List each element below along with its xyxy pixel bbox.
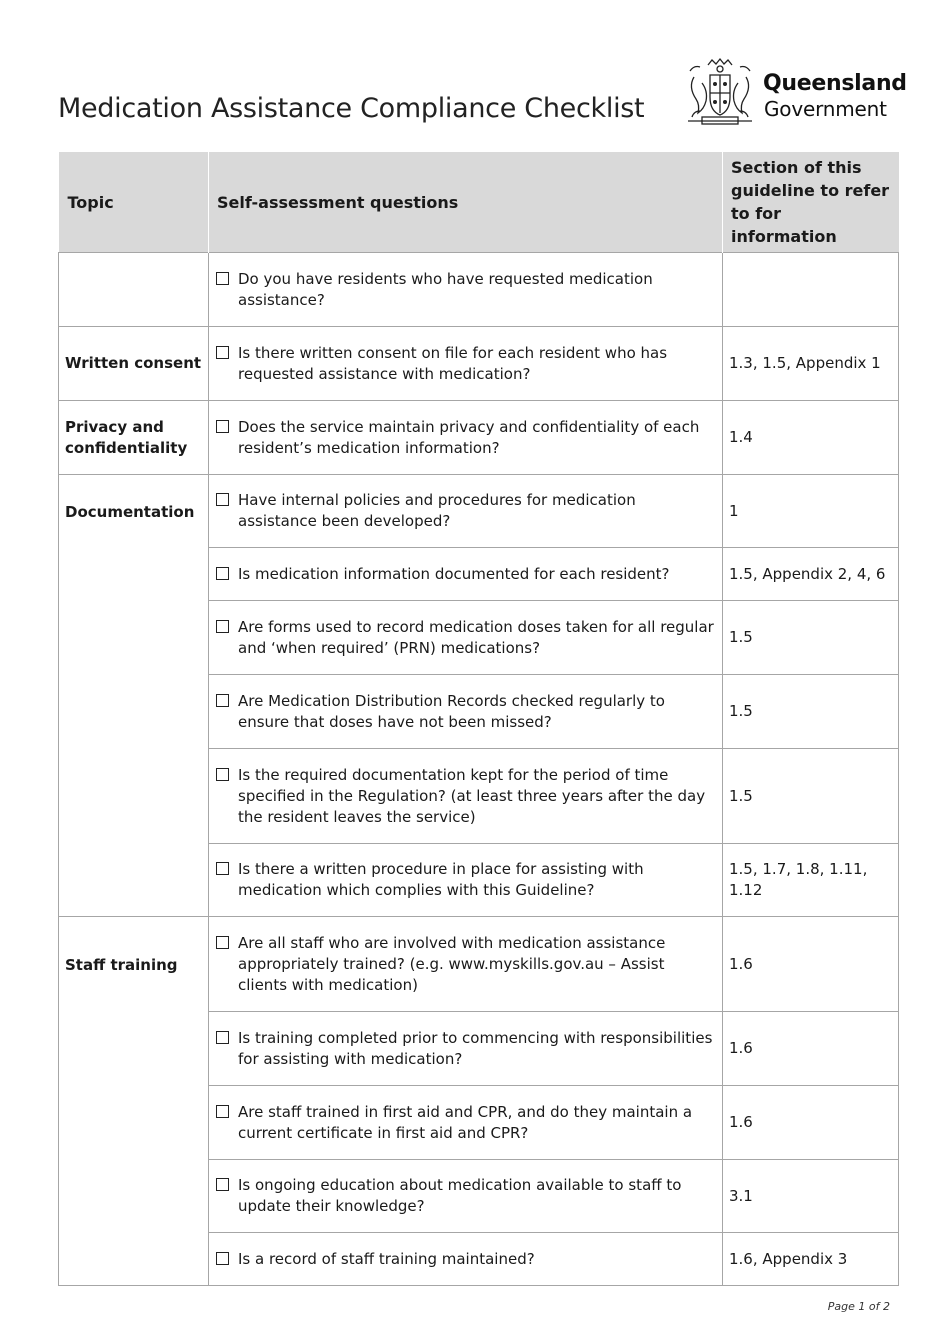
question-cell bbox=[209, 601, 723, 675]
question-cell bbox=[209, 1086, 723, 1160]
question-cell bbox=[209, 548, 723, 601]
topic-cell bbox=[59, 401, 209, 475]
question-cell bbox=[209, 917, 723, 1012]
table-row bbox=[59, 401, 899, 475]
question-text: Have internal policies and procedures for medication assistance been developed? bbox=[238, 491, 636, 530]
section-cell: 1 bbox=[723, 475, 899, 548]
question-text: Does the service maintain privacy and confidentiality of each resident’s medication information? bbox=[238, 417, 700, 457]
table-row bbox=[59, 917, 899, 1012]
section-cell: 1.5 bbox=[723, 675, 899, 749]
checkbox[interactable] bbox=[216, 620, 229, 633]
table-row bbox=[59, 327, 899, 401]
question-text: Are forms used to record medication doses taken for all regular and ‘when required’ (PRN) medications? bbox=[238, 617, 714, 657]
question-cell bbox=[209, 675, 723, 749]
section-cell: 1.4 bbox=[723, 401, 899, 475]
checkbox[interactable] bbox=[216, 1252, 229, 1265]
checkbox[interactable] bbox=[216, 936, 229, 949]
logo-text-government: Government bbox=[764, 97, 887, 121]
topic-cell bbox=[59, 327, 209, 401]
table-row bbox=[59, 253, 899, 327]
queensland-government-logo bbox=[684, 57, 907, 129]
checkbox[interactable] bbox=[216, 346, 229, 359]
compliance-checklist-table bbox=[58, 152, 899, 1286]
checkbox[interactable] bbox=[216, 272, 229, 285]
header-topic: Topic bbox=[59, 152, 209, 253]
topic-cell bbox=[59, 475, 209, 917]
question-text: Are all staff who are involved with medication assistance appropriately trained? (e.g. www.myskills.gov.au – Assist clients with medication) bbox=[238, 933, 666, 994]
question-cell bbox=[209, 1012, 723, 1086]
section-cell: 1.5, 1.7, 1.8, 1.11, 1.12 bbox=[723, 844, 899, 917]
section-cell: 1.5 bbox=[723, 601, 899, 675]
checkbox[interactable] bbox=[216, 493, 229, 506]
section-cell: 1.5, Appendix 2, 4, 6 bbox=[723, 548, 899, 601]
checkbox[interactable] bbox=[216, 1105, 229, 1118]
topic-written-consent: Written consent bbox=[65, 354, 202, 372]
question-text: Are staff trained in first aid and CPR, and do they maintain a current certificate in first aid and CPR? bbox=[238, 1102, 693, 1142]
question-text: Is the required documentation kept for the period of time specified in the Regulation? (at least three years after the day the resident leaves the service) bbox=[238, 765, 706, 826]
question-cell bbox=[209, 253, 723, 327]
queensland-coat-of-arms-icon bbox=[684, 57, 756, 129]
question-cell bbox=[209, 749, 723, 844]
checkbox[interactable] bbox=[216, 862, 229, 875]
checkbox[interactable] bbox=[216, 768, 229, 781]
section-cell: 1.6 bbox=[723, 917, 899, 1012]
topic-staff-training: Staff training bbox=[65, 956, 178, 974]
document-title: Medication Assistance Compliance Checklist bbox=[58, 93, 645, 124]
question-cell bbox=[209, 327, 723, 401]
question-text: Is there a written procedure in place for assisting with medication which complies with this Guideline? bbox=[238, 860, 644, 899]
topic-cell bbox=[59, 917, 209, 1286]
question-cell bbox=[209, 475, 723, 548]
topic-cell bbox=[59, 253, 209, 327]
question-cell bbox=[209, 1160, 723, 1233]
question-text: Is a record of staff training maintained? bbox=[238, 1249, 535, 1268]
section-cell: 1.6, Appendix 3 bbox=[723, 1233, 899, 1286]
table-row bbox=[59, 475, 899, 548]
question-text: Is there written consent on file for each resident who has requested assistance with medication? bbox=[238, 343, 668, 383]
checkbox[interactable] bbox=[216, 420, 229, 433]
section-cell: 1.6 bbox=[723, 1012, 899, 1086]
checkbox[interactable] bbox=[216, 1178, 229, 1191]
question-text: Is ongoing education about medication available to staff to update their knowledge? bbox=[238, 1176, 682, 1215]
question-cell bbox=[209, 1233, 723, 1286]
section-cell: 3.1 bbox=[723, 1160, 899, 1233]
section-cell bbox=[723, 253, 899, 327]
question-cell bbox=[209, 844, 723, 917]
section-cell: 1.5 bbox=[723, 749, 899, 844]
question-text: Is training completed prior to commencing with responsibilities for assisting with medication? bbox=[238, 1028, 713, 1068]
question-text: Is medication information documented for each resident? bbox=[238, 564, 670, 583]
section-cell: 1.6 bbox=[723, 1086, 899, 1160]
question-cell bbox=[209, 401, 723, 475]
section-cell: 1.3, 1.5, Appendix 1 bbox=[723, 327, 899, 401]
table-header-row bbox=[59, 152, 899, 253]
checkbox[interactable] bbox=[216, 1031, 229, 1044]
checkbox[interactable] bbox=[216, 694, 229, 707]
logo-text-queensland: Queensland bbox=[763, 71, 907, 96]
topic-privacy-and-confidentiality: Privacy and confidentiality bbox=[65, 417, 188, 457]
page-number: Page 1 of 2 bbox=[827, 1300, 890, 1313]
topic-documentation: Documentation bbox=[65, 503, 195, 521]
checkbox[interactable] bbox=[216, 567, 229, 580]
header-questions: Self-assessment questions bbox=[209, 152, 723, 253]
question-text: Are Medication Distribution Records checked regularly to ensure that doses have not been missed? bbox=[238, 691, 665, 731]
question-text: Do you have residents who have requested medication assistance? bbox=[238, 269, 653, 309]
header-section: Section of this guideline to refer to for information bbox=[723, 152, 899, 253]
